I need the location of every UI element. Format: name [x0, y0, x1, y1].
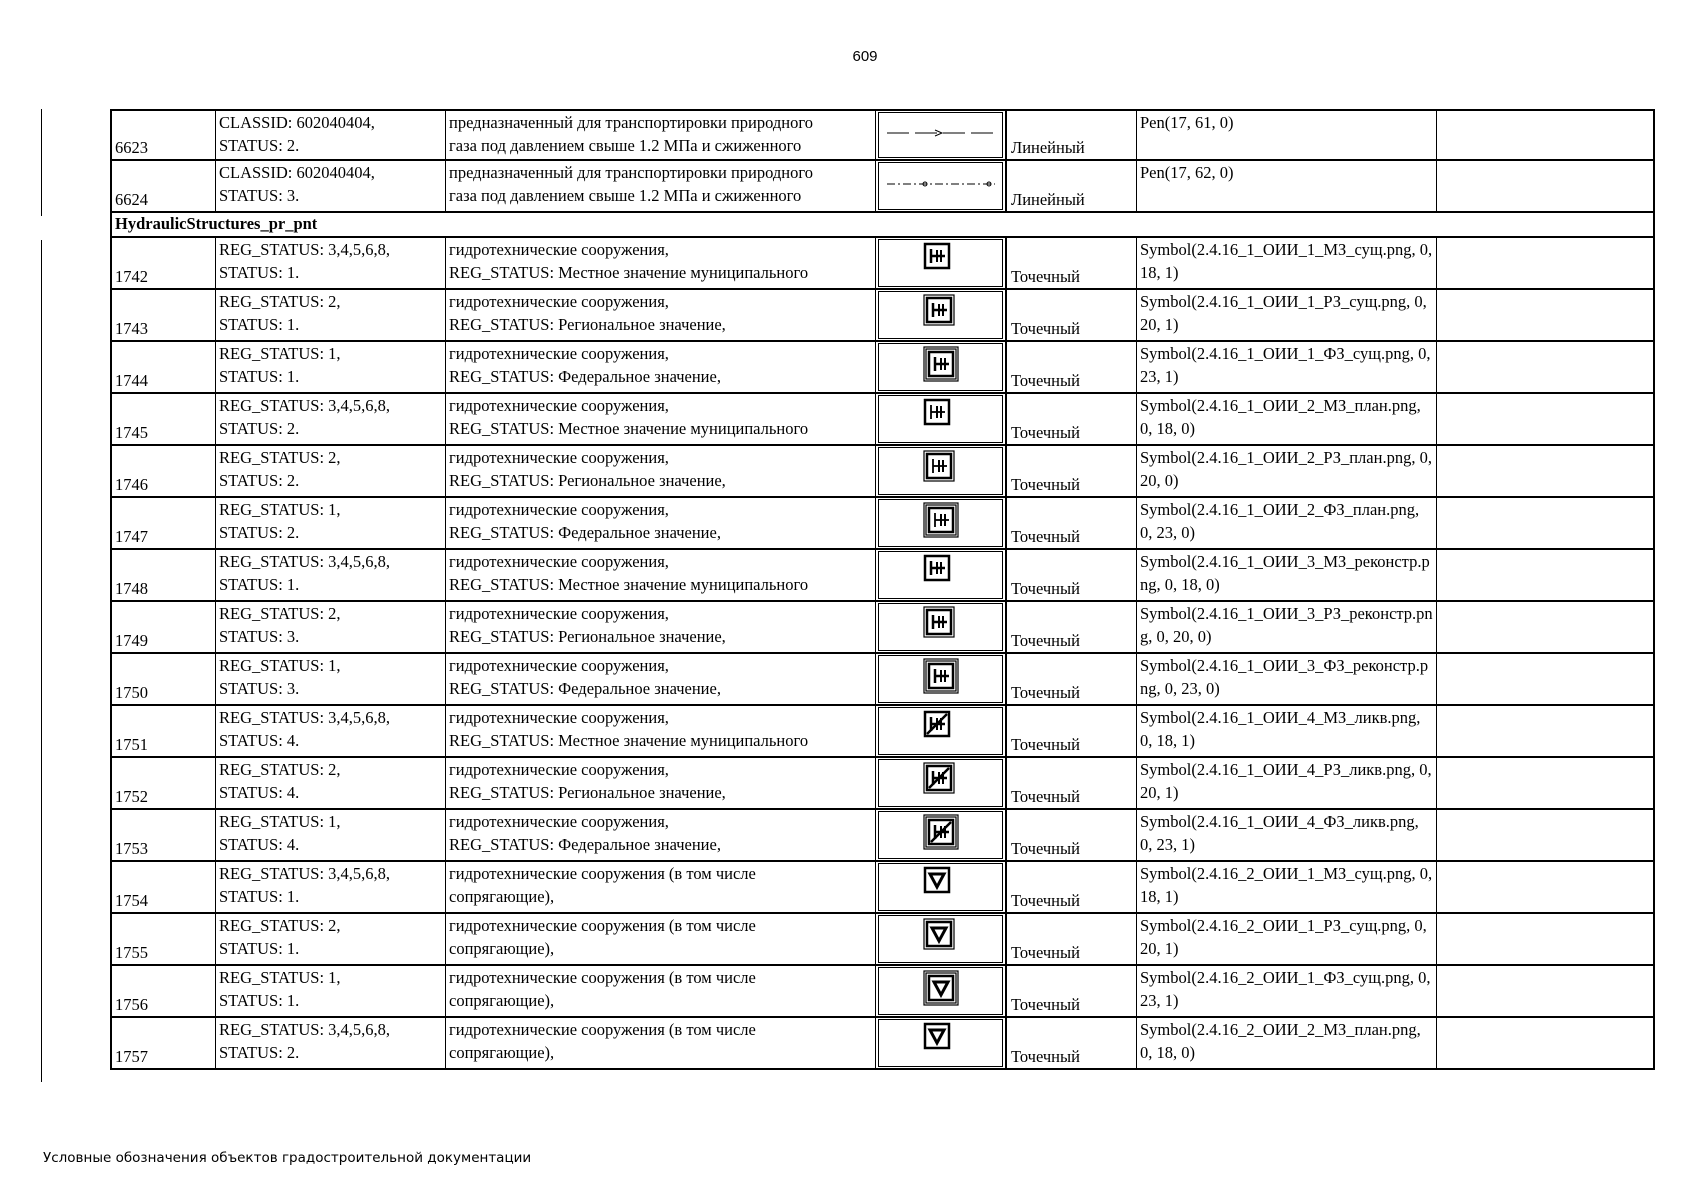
row-description: гидротехнические сооружения, REG_STATUS: Региональное значение,: [446, 758, 876, 808]
row-id: 1749: [115, 631, 148, 650]
row-type: Точечный: [1011, 839, 1080, 858]
row-id-cell: [112, 914, 216, 964]
row-extra-cell: [1437, 966, 1653, 1016]
row-type: Точечный: [1011, 631, 1080, 650]
row-extra-cell: [1437, 602, 1653, 652]
row-id-cell: [112, 498, 216, 548]
row-symbol-cell: [876, 758, 1006, 808]
row-id: 1748: [115, 579, 148, 598]
row-condition: REG_STATUS: 1, STATUS: 2.: [216, 498, 446, 548]
row-id: 1753: [115, 839, 148, 858]
row-description: предназначенный для транспортировки природного газа под давлением свыше 1.2 МПа и сжиженного: [446, 161, 876, 211]
row-extra-cell: [1437, 810, 1653, 860]
margin-line-top: [41, 109, 42, 216]
table-row: [110, 602, 1655, 654]
hydro-liquid-regional-icon: [923, 762, 959, 804]
row-type-cell: [1006, 758, 1137, 808]
row-type-cell: [1006, 1018, 1137, 1068]
hydro-triangle-local-icon: [923, 866, 959, 908]
row-id-cell: [112, 654, 216, 704]
row-condition: REG_STATUS: 2, STATUS: 2.: [216, 446, 446, 496]
row-type: Точечный: [1011, 579, 1080, 598]
row-symbol-cell: [876, 654, 1006, 704]
hydro-reconstr-local-icon: [923, 554, 959, 596]
row-type: Точечный: [1011, 371, 1080, 390]
hydro-liquid-local-icon: [923, 710, 959, 752]
hydro-triangle-planned-icon: [923, 1022, 959, 1064]
row-symbol-cell: [876, 161, 1006, 211]
row-description: гидротехнические сооружения (в том числе сопрягающие),: [446, 966, 876, 1016]
row-type-cell: [1006, 161, 1137, 211]
row-symbol-cell: [876, 394, 1006, 444]
row-type-cell: [1006, 654, 1137, 704]
row-symbol-cell: [876, 706, 1006, 756]
row-type-cell: [1006, 706, 1137, 756]
row-symbol-cell: [876, 498, 1006, 548]
table-row: [110, 914, 1655, 966]
section-title: HydraulicStructures_pr_pnt: [110, 213, 1655, 238]
row-id-cell: [112, 706, 216, 756]
table-row: [110, 966, 1655, 1018]
row-type-cell: [1006, 966, 1137, 1016]
row-style: Symbol(2.4.16_2_ОИИ_1_МЗ_сущ.png, 0, 18, 1): [1137, 862, 1437, 912]
hydro-existing-regional-icon: [923, 294, 959, 336]
row-symbol-cell: [876, 602, 1006, 652]
row-style: Symbol(2.4.16_1_ОИИ_3_ФЗ_реконстр.png, 0, 23, 0): [1137, 654, 1437, 704]
row-type-cell: [1006, 498, 1137, 548]
row-id-cell: [112, 602, 216, 652]
row-type: Точечный: [1011, 423, 1080, 442]
table-row: [110, 161, 1655, 213]
row-id: 1750: [115, 683, 148, 702]
row-description: гидротехнические сооружения, REG_STATUS: Региональное значение,: [446, 602, 876, 652]
row-id: 1756: [115, 995, 148, 1014]
symbol-table: [110, 109, 1655, 1070]
row-style: Symbol(2.4.16_1_ОИИ_2_РЗ_план.png, 0, 20, 0): [1137, 446, 1437, 496]
row-id: 6623: [115, 138, 148, 157]
row-description: гидротехнические сооружения, REG_STATUS: Местное значение муниципального: [446, 238, 876, 288]
row-type: Точечный: [1011, 995, 1080, 1014]
row-type: Точечный: [1011, 735, 1080, 754]
row-symbol-cell: [876, 862, 1006, 912]
row-condition: CLASSID: 602040404, STATUS: 2.: [216, 111, 446, 159]
row-id: 1757: [115, 1047, 148, 1066]
row-id-cell: [112, 394, 216, 444]
row-style: Symbol(2.4.16_1_ОИИ_2_МЗ_план.png, 0, 18, 0): [1137, 394, 1437, 444]
row-condition: REG_STATUS: 2, STATUS: 1.: [216, 914, 446, 964]
row-condition: REG_STATUS: 3,4,5,6,8, STATUS: 1.: [216, 550, 446, 600]
row-style: Symbol(2.4.16_1_ОИИ_3_РЗ_реконстр.png, 0, 20, 0): [1137, 602, 1437, 652]
row-type: Точечный: [1011, 787, 1080, 806]
table-row: [110, 446, 1655, 498]
row-extra-cell: [1437, 1018, 1653, 1068]
row-style: Symbol(2.4.16_2_ОИИ_1_ФЗ_сущ.png, 0, 23, 1): [1137, 966, 1437, 1016]
row-description: гидротехнические сооружения, REG_STATUS: Федеральное значение,: [446, 498, 876, 548]
row-description: гидротехнические сооружения, REG_STATUS: Местное значение муниципального: [446, 706, 876, 756]
row-id: 1747: [115, 527, 148, 546]
row-extra-cell: [1437, 394, 1653, 444]
row-symbol-cell: [876, 966, 1006, 1016]
row-description: гидротехнические сооружения, REG_STATUS: Региональное значение,: [446, 290, 876, 340]
row-style: Symbol(2.4.16_2_ОИИ_1_РЗ_сущ.png, 0, 20, 1): [1137, 914, 1437, 964]
row-extra-cell: [1437, 758, 1653, 808]
row-style: Symbol(2.4.16_1_ОИИ_1_РЗ_сущ.png, 0, 20, 1): [1137, 290, 1437, 340]
row-type-cell: [1006, 290, 1137, 340]
row-symbol-cell: [876, 446, 1006, 496]
row-id: 1745: [115, 423, 148, 442]
row-id-cell: [112, 1018, 216, 1068]
row-description: предназначенный для транспортировки природного газа под давлением свыше 1.2 МПа и сжиженного: [446, 111, 876, 159]
row-type-cell: [1006, 550, 1137, 600]
row-type: Точечный: [1011, 475, 1080, 494]
row-extra-cell: [1437, 498, 1653, 548]
row-condition: REG_STATUS: 1, STATUS: 4.: [216, 810, 446, 860]
row-type-cell: [1006, 862, 1137, 912]
row-extra-cell: [1437, 290, 1653, 340]
row-id-cell: [112, 238, 216, 288]
row-type: Точечный: [1011, 943, 1080, 962]
row-description: гидротехнические сооружения, REG_STATUS: Местное значение муниципального: [446, 550, 876, 600]
hydro-liquid-federal-icon: [923, 814, 959, 856]
row-description: гидротехнические сооружения, REG_STATUS: Региональное значение,: [446, 446, 876, 496]
hydro-planned-local-icon: [923, 398, 959, 440]
hydro-triangle-regional-icon: [923, 918, 959, 960]
row-symbol-cell: [876, 1018, 1006, 1068]
row-type-cell: [1006, 394, 1137, 444]
row-description: гидротехнические сооружения, REG_STATUS: Федеральное значение,: [446, 654, 876, 704]
row-extra-cell: [1437, 654, 1653, 704]
row-extra-cell: [1437, 914, 1653, 964]
row-type: Точечный: [1011, 267, 1080, 286]
row-id-cell: [112, 966, 216, 1016]
row-style: Pen(17, 61, 0): [1137, 111, 1437, 159]
table-row: [110, 810, 1655, 862]
row-id-cell: [112, 342, 216, 392]
row-style: Symbol(2.4.16_1_ОИИ_4_РЗ_ликв.png, 0, 20, 1): [1137, 758, 1437, 808]
row-style: Symbol(2.4.16_1_ОИИ_4_ФЗ_ликв.png, 0, 23, 1): [1137, 810, 1437, 860]
row-type-cell: [1006, 810, 1137, 860]
table-row: [110, 290, 1655, 342]
row-condition: REG_STATUS: 3,4,5,6,8, STATUS: 4.: [216, 706, 446, 756]
row-id: 1742: [115, 267, 148, 286]
row-id-cell: [112, 111, 216, 159]
row-style: Symbol(2.4.16_2_ОИИ_2_МЗ_план.png, 0, 18, 0): [1137, 1018, 1437, 1068]
row-type: Точечный: [1011, 1047, 1080, 1066]
table-row: [110, 862, 1655, 914]
row-symbol-cell: [876, 342, 1006, 392]
row-extra-cell: [1437, 706, 1653, 756]
row-condition: CLASSID: 602040404, STATUS: 3.: [216, 161, 446, 211]
row-condition: REG_STATUS: 1, STATUS: 1.: [216, 342, 446, 392]
row-condition: REG_STATUS: 3,4,5,6,8, STATUS: 2.: [216, 394, 446, 444]
row-id-cell: [112, 810, 216, 860]
row-style: Symbol(2.4.16_1_ОИИ_2_ФЗ_план.png, 0, 23, 0): [1137, 498, 1437, 548]
row-id: 1743: [115, 319, 148, 338]
row-style: Pen(17, 62, 0): [1137, 161, 1437, 211]
row-symbol-cell: [876, 810, 1006, 860]
line-arrow-icon: [885, 124, 997, 147]
table-row: [110, 342, 1655, 394]
row-type: Точечный: [1011, 319, 1080, 338]
row-extra-cell: [1437, 342, 1653, 392]
row-id-cell: [112, 862, 216, 912]
hydro-planned-regional-icon: [923, 450, 959, 492]
row-id: 6624: [115, 190, 148, 209]
row-type: Линейный: [1011, 138, 1085, 157]
row-description: гидротехнические сооружения (в том числе сопрягающие),: [446, 1018, 876, 1068]
hydro-triangle-federal-icon: [923, 970, 959, 1012]
table-row: [110, 1018, 1655, 1070]
table-row: [110, 706, 1655, 758]
row-condition: REG_STATUS: 1, STATUS: 1.: [216, 966, 446, 1016]
table-row: [110, 238, 1655, 290]
row-type-cell: [1006, 238, 1137, 288]
row-type: Точечный: [1011, 683, 1080, 702]
row-id-cell: [112, 550, 216, 600]
hydro-reconstr-federal-icon: [923, 658, 959, 700]
row-id: 1746: [115, 475, 148, 494]
row-extra-cell: [1437, 161, 1653, 211]
row-symbol-cell: [876, 550, 1006, 600]
row-type-cell: [1006, 342, 1137, 392]
row-id-cell: [112, 446, 216, 496]
row-condition: REG_STATUS: 2, STATUS: 4.: [216, 758, 446, 808]
row-condition: REG_STATUS: 3,4,5,6,8, STATUS: 1.: [216, 862, 446, 912]
row-description: гидротехнические сооружения (в том числе сопрягающие),: [446, 914, 876, 964]
line-dot-icon: [885, 175, 997, 198]
row-type: Точечный: [1011, 891, 1080, 910]
row-symbol-cell: [876, 914, 1006, 964]
row-type-cell: [1006, 111, 1137, 159]
row-id: 1744: [115, 371, 148, 390]
row-extra-cell: [1437, 446, 1653, 496]
row-extra-cell: [1437, 238, 1653, 288]
table-row: [110, 654, 1655, 706]
row-symbol-cell: [876, 238, 1006, 288]
row-symbol-cell: [876, 290, 1006, 340]
row-style: Symbol(2.4.16_1_ОИИ_4_МЗ_ликв.png, 0, 18, 1): [1137, 706, 1437, 756]
row-id: 1751: [115, 735, 148, 754]
row-id-cell: [112, 161, 216, 211]
row-description: гидротехнические сооружения (в том числе сопрягающие),: [446, 862, 876, 912]
row-condition: REG_STATUS: 1, STATUS: 3.: [216, 654, 446, 704]
row-condition: REG_STATUS: 2, STATUS: 1.: [216, 290, 446, 340]
row-symbol-cell: [876, 111, 1006, 159]
row-description: гидротехнические сооружения, REG_STATUS: Федеральное значение,: [446, 810, 876, 860]
row-extra-cell: [1437, 550, 1653, 600]
row-extra-cell: [1437, 862, 1653, 912]
row-description: гидротехнические сооружения, REG_STATUS: Федеральное значение,: [446, 342, 876, 392]
row-description: гидротехнические сооружения, REG_STATUS: Местное значение муниципального: [446, 394, 876, 444]
row-condition: REG_STATUS: 3,4,5,6,8, STATUS: 2.: [216, 1018, 446, 1068]
row-style: Symbol(2.4.16_1_ОИИ_3_МЗ_реконстр.png, 0, 18, 0): [1137, 550, 1437, 600]
page-number: 609: [852, 48, 878, 65]
row-id: 1752: [115, 787, 148, 806]
footer-title: Условные обозначения объектов градостроительной документации: [43, 1150, 532, 1166]
hydro-existing-federal-icon: [923, 346, 959, 388]
row-style: Symbol(2.4.16_1_ОИИ_1_МЗ_сущ.png, 0, 18, 1): [1137, 238, 1437, 288]
row-type: Точечный: [1011, 527, 1080, 546]
row-id-cell: [112, 758, 216, 808]
table-row: [110, 109, 1655, 161]
table-row: [110, 498, 1655, 550]
hydro-existing-local-icon: [923, 242, 959, 284]
row-condition: REG_STATUS: 2, STATUS: 3.: [216, 602, 446, 652]
row-id: 1755: [115, 943, 148, 962]
table-row: [110, 394, 1655, 446]
margin-line-bottom: [41, 240, 42, 1082]
row-style: Symbol(2.4.16_1_ОИИ_1_ФЗ_сущ.png, 0, 23, 1): [1137, 342, 1437, 392]
table-row: [110, 758, 1655, 810]
hydro-reconstr-regional-icon: [923, 606, 959, 648]
row-condition: REG_STATUS: 3,4,5,6,8, STATUS: 1.: [216, 238, 446, 288]
row-id: 1754: [115, 891, 148, 910]
row-extra-cell: [1437, 111, 1653, 159]
table-row: [110, 550, 1655, 602]
row-type-cell: [1006, 602, 1137, 652]
row-type: Линейный: [1011, 190, 1085, 209]
row-type-cell: [1006, 914, 1137, 964]
hydro-planned-federal-icon: [923, 502, 959, 544]
row-id-cell: [112, 290, 216, 340]
row-type-cell: [1006, 446, 1137, 496]
